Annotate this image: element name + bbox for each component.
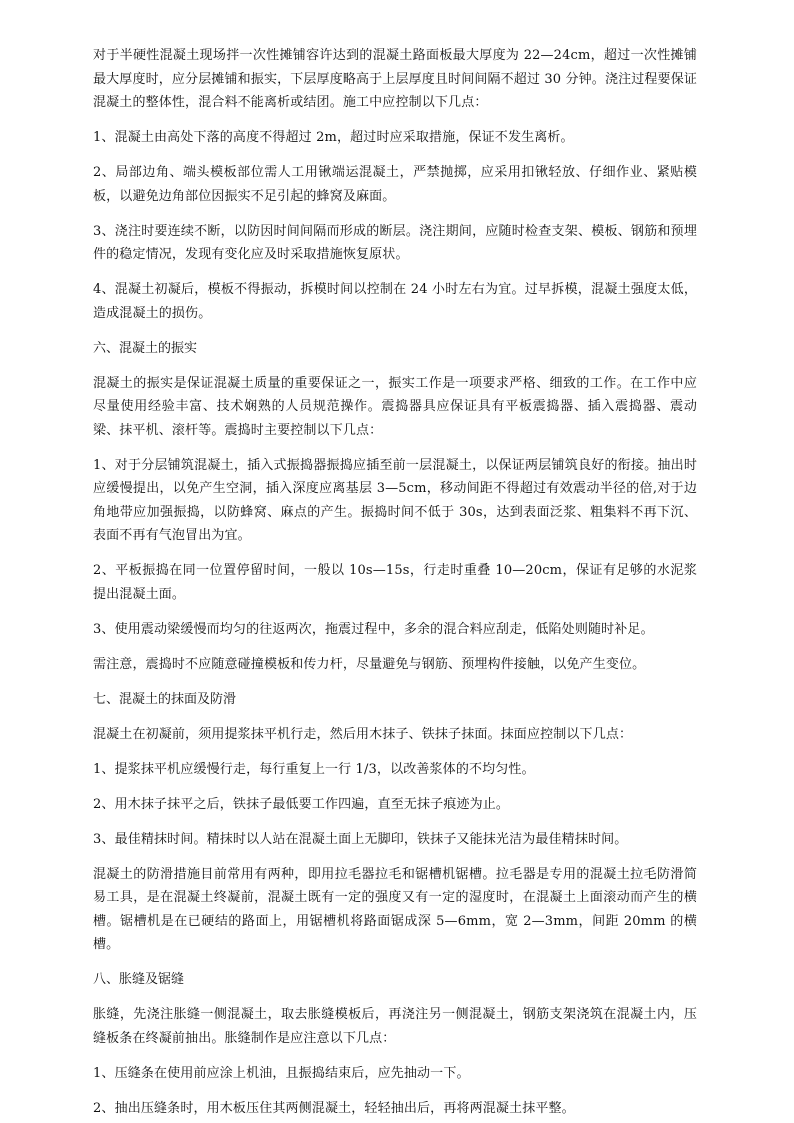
section-heading: 六、混凝土的振实 bbox=[93, 340, 198, 356]
section-heading: 八、胀缝及锯缝 bbox=[93, 972, 185, 987]
paragraph: 1、压缝条在使用前应涂上机油，且振捣结束后，应先抽动一下。 bbox=[93, 1065, 470, 1081]
paragraph: 2、用木抹子抹平之后，铁抹子最低要工作四遍，直至无抹子痕迹为止。 bbox=[93, 796, 510, 812]
paragraph: 对于半硬性混凝土现场拌一次性摊铺容许达到的混凝土路面板最大厚度为 22—24cm，超过一次性摊铺最大厚度时，应分层摊铺和振实，下层厚度略高于上层厚度且时间间隔不超过 30 分钟。浇注过程要保证混凝土的整体性，混合料不能离析或结团。施工中应控制以下几点： bbox=[93, 48, 698, 110]
paragraph: 3、浇注时要连续不断，以防因时间间隔而形成的断层。浇注期间，应随时检查支架、模板、钢筋和预埋件的稳定情况，发现有变化应及时采取措施恢复原状。 bbox=[93, 223, 697, 262]
paragraph: 4、混凝土初凝后，模板不得振动，拆模时间以控制在 24 小时左右为宜。过早拆模，混凝土强度太低，造成混凝土的损伤。 bbox=[93, 282, 697, 321]
paragraph: 混凝土在初凝前，须用提浆抹平机行走，然后用木抹子、铁抹子抹面。抹面应控制以下几点： bbox=[93, 726, 633, 742]
paragraph: 1、混凝土由高处下落的高度不得超过 2m，超过时应采取措施，保证不发生离析。 bbox=[93, 130, 574, 145]
paragraph: 2、抽出压缝条时，用木板压住其两侧混凝土，轻轻抽出后，再将两混凝土抹平整。 bbox=[93, 1100, 575, 1116]
paragraph: 2、平板振捣在同一位置停留时间，一般以 10s—15s，行走时重叠 10—20cm，保证有足够的水泥浆提出混凝土面。 bbox=[93, 563, 697, 602]
paragraph: 需注意，震捣时不应随意碰撞模板和传力杆，尽量避免与钢筋、预埋构件接触，以免产生变位。 bbox=[93, 656, 646, 672]
paragraph: 3、最佳精抹时间。精抹时以人站在混凝土面上无脚印，铁抹子又能抹光洁为最佳精抹时间。 bbox=[93, 831, 628, 847]
paragraph: 1、提浆抹平机应缓慢行走，每行重复上一行 1/3，以改善浆体的不均匀性。 bbox=[93, 761, 535, 777]
paragraph: 3、使用震动梁缓慢而均匀的往返两次，拖震过程中，多余的混合料应刮走，低陷处则随时补足。 bbox=[93, 621, 654, 637]
paragraph: 2、局部边角、端头模板部位需人工用锹端运混凝土，严禁抛掷，应采用扣锹轻放、仔细作业、紧贴模板，以避免边角部位因振实不足引起的蜂窝及麻面。 bbox=[93, 165, 697, 204]
paragraph: 混凝土的振实是保证混凝土质量的重要保证之一，振实工作是一项要求严格、细致的工作。在工作中应尽量使用经验丰富、技术娴熟的人员规范操作。震捣器具应保证具有平板震捣器、插入震捣器、震动梁、抹平机、滚杆等。震捣时主要控制以下几点： bbox=[93, 375, 697, 438]
paragraph: 1、对于分层铺筑混凝土，插入式振捣器振捣应插至前一层混凝土，以保证两层铺筑良好的衔接。抽出时应缓慢提出，以免产生空洞，插入深度应离基层 3—5cm，移动间距不得超过有效震动半径的倍,对于边角地带应加强振捣，以防蜂窝、麻点的产生。振捣时间不低于 30s，达到表面泛浆、粗集料不再下沉、表面不再有气泡冒出为宜。 bbox=[93, 457, 697, 543]
paragraph: 胀缝，先浇注胀缝一侧混凝土，取去胀缝模板后，再浇注另一侧混凝土，钢筋支架浇筑在混凝土内，压缝板条在终凝前抽出。胀缝制作是应注意以下几点： bbox=[93, 1007, 697, 1046]
paragraph: 混凝土的防滑措施目前常用有两种，即用拉毛器拉毛和锯槽机锯槽。拉毛器是专用的混凝土拉毛防滑简易工具，是在混凝土终凝前，混凝土既有一定的强度又有一定的湿度时，在混凝土上面滚动而产生的横槽。锯槽机是在已硬结的路面上，用锯槽机将路面锯成深 5—6mm，宽 2—3mm，间距 20mm 的横槽。 bbox=[93, 866, 697, 952]
section-heading: 七、混凝土的抹面及防滑 bbox=[93, 691, 237, 707]
